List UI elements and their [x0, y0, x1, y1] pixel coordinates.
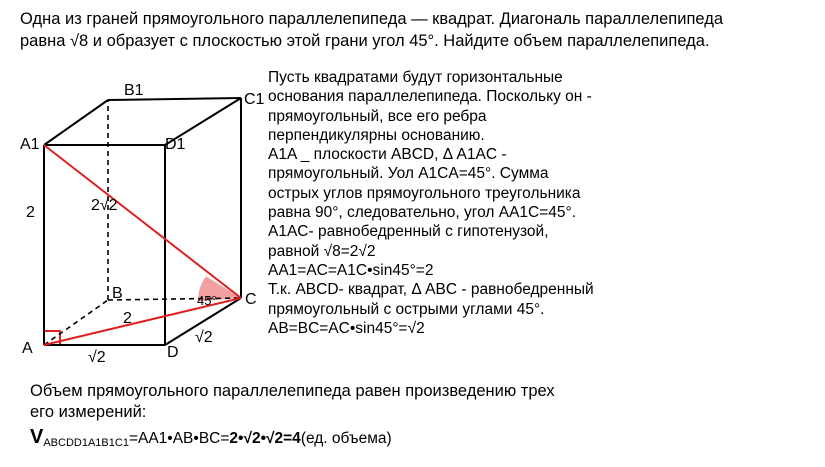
- vertex-label-a1: A1: [20, 136, 40, 153]
- solution-line: равна 90°, следовательно, угол AA1C=45°.: [268, 204, 577, 222]
- solution-line: острых углов прямоугольного треугольника: [268, 184, 581, 202]
- solution-line: основания параллелепипеда. Поскольку он -: [268, 88, 592, 106]
- conclusion-text: [30, 381, 810, 423]
- solution-line: Пусть квадратами будут горизонтальные: [268, 69, 563, 86]
- volume-symbol: V: [30, 426, 44, 448]
- formula-unit: (ед. объема): [300, 430, 392, 447]
- solution-line: A1AC- равнобедренный с гипотенузой,: [268, 223, 549, 241]
- formula-middle: =AA1•AB•BC=: [128, 430, 230, 447]
- vertex-label-d1: D1: [165, 136, 186, 153]
- base-diagonal-label: 2: [123, 310, 132, 327]
- ad-length-label: √2: [88, 349, 106, 366]
- dc-length-label: √2: [195, 329, 213, 346]
- angle-label: 45°: [197, 293, 217, 308]
- diagonal-a1c: [44, 145, 241, 298]
- solution-line: AB=BC=AC•sin45°=√2: [268, 319, 425, 337]
- solution-line: A1A _ плоскости ABCD, Δ A1AC -: [268, 146, 507, 164]
- solution-text: [268, 68, 820, 338]
- solution-line: прямоугольный, все его ребра: [268, 107, 487, 125]
- vertex-label-b1: B1: [124, 82, 144, 99]
- height-label: 2: [26, 204, 35, 221]
- vertex-label-c: C: [245, 291, 257, 308]
- vertex-label-d: D: [167, 344, 179, 361]
- conclusion-line: Объем прямоугольного параллелепипеда равен произведению трех: [30, 382, 555, 400]
- problem-line: Одна из граней прямоугольного параллелепипеда — квадрат. Диагональ параллелепипеда: [20, 10, 724, 28]
- solution-line: AA1=AC=A1C•sin45°=2: [268, 261, 434, 279]
- parallelepiped-figure: [0, 70, 270, 370]
- diagonal-label: 2√2: [91, 197, 118, 214]
- volume-subscript: ABCDD1A1B1C1: [43, 437, 129, 449]
- solution-line: Т.к. ABCD- квадрат, Δ ABC - равнобедренный: [268, 281, 594, 299]
- vertex-label-a: A: [22, 340, 33, 357]
- solution-line: перпендикулярны основанию.: [268, 126, 485, 144]
- solution-line: прямоугольный. Уол A1CA=45°. Сумма: [268, 165, 549, 183]
- formula-result: 2•√2•√2=4: [229, 430, 301, 447]
- edge-a1b1: [44, 100, 108, 145]
- solution-line: прямоугольный с острыми углами 45°.: [268, 300, 545, 318]
- vertex-label-b: B: [112, 285, 123, 302]
- problem-statement: [20, 8, 820, 52]
- solution-line: равной √8=2√2: [268, 242, 376, 260]
- vertex-label-c1: C1: [244, 91, 265, 108]
- volume-formula: [30, 426, 392, 449]
- conclusion-line: его измерений:: [30, 403, 147, 421]
- problem-line: равна √8 и образует с плоскостью этой грани угол 45°. Найдите объем параллелепипеда.: [20, 32, 710, 50]
